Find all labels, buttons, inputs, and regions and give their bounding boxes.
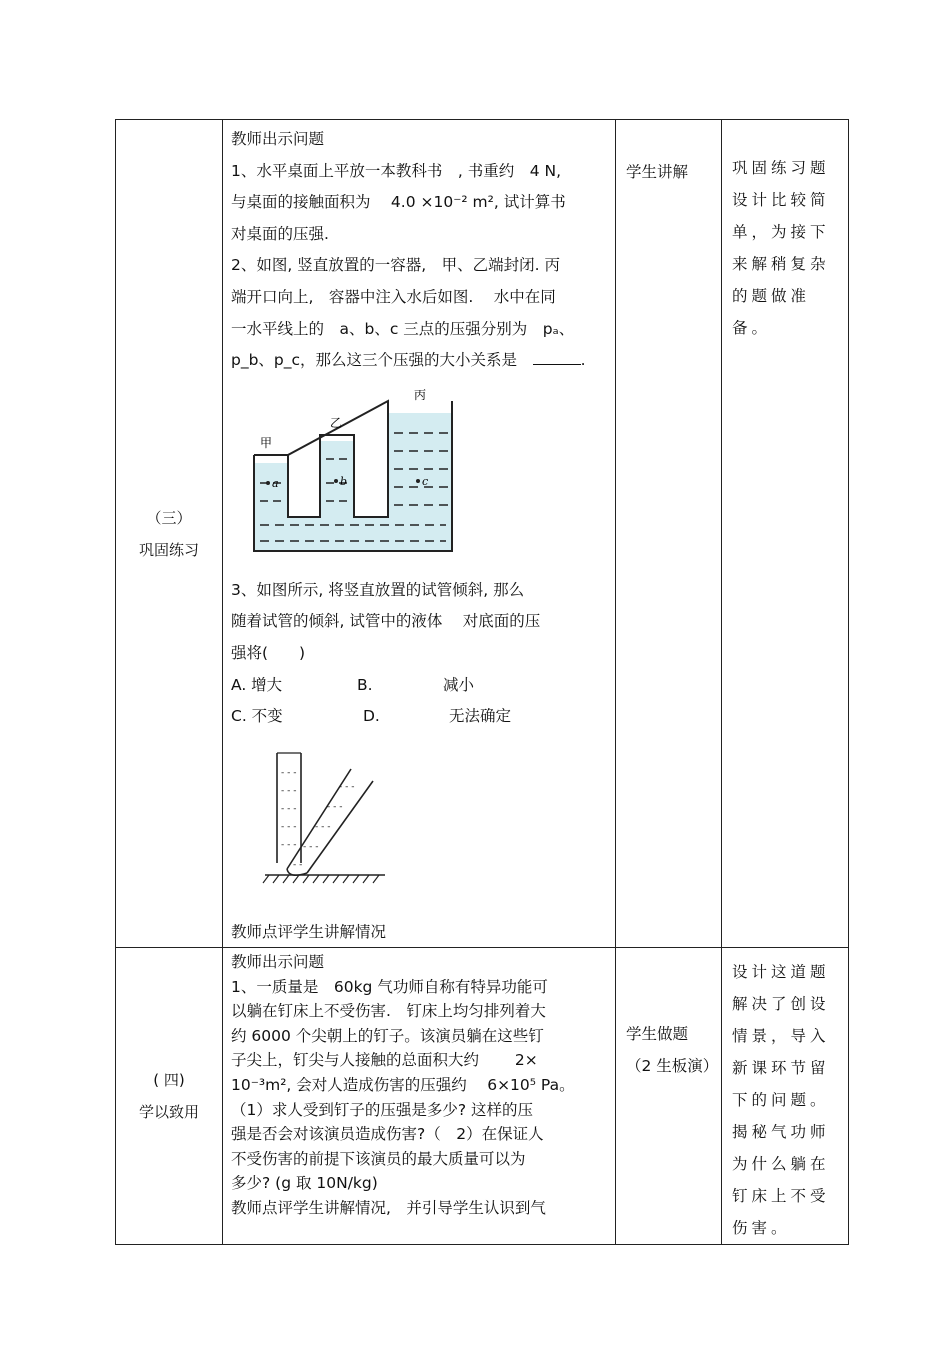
label-c: c (422, 474, 429, 488)
content-line: 随着试管的倾斜, 试管中的液体 对底面的压 (231, 612, 541, 631)
content-line: 一水平线上的 a、b、c 三点的压强分别为 pₐ、 (231, 319, 575, 338)
stage-number: ( 四) (153, 1071, 185, 1089)
option-b-letter: B. (357, 675, 373, 694)
label-jia: 甲 (260, 435, 273, 450)
content-line: 与桌面的接触面积为 4.0 ×10⁻² m², 试计算书 (231, 193, 566, 212)
content-line: 教师出示问题 (231, 953, 325, 971)
content-line (231, 345, 607, 377)
stage-name: 巩固练习 (138, 540, 199, 559)
label-bing: 丙 (414, 387, 427, 402)
content-cell (223, 948, 616, 1245)
stage-cell (116, 948, 223, 1245)
content-line: 10⁻³m², 会对人造成伤害的压强约 6×10⁵ Pa。 (231, 1075, 575, 1094)
content-line: 教师点评学生讲解情况, 并引导学生认识到气 (231, 1198, 546, 1217)
content-line: 2、如图, 竖直放置的一容器, 甲、乙端封闭. 丙 (231, 256, 560, 275)
svg-text:- - -: - - - (281, 803, 297, 814)
label-a: a (272, 476, 279, 490)
stage-name: 学以致用 (138, 1103, 199, 1121)
closing-line: 教师点评学生讲解情况 (231, 923, 387, 942)
stage-cell (116, 120, 223, 948)
tilted-tube (287, 769, 373, 873)
content-cell (223, 120, 616, 948)
content-line: 约 6000 个尖朝上的钉子。该演员躺在这些钉 (231, 1026, 544, 1045)
option-a: A. 增大 (231, 675, 283, 694)
test-tube-figure (255, 745, 395, 885)
content-line: 强将( ) (231, 643, 306, 662)
activity-cell: 学生讲解 (616, 120, 722, 948)
content-line: 以躺在钉床上不受伤害. 钉床上均匀排列着大 (231, 1002, 546, 1021)
stage-number: （三） (146, 508, 192, 527)
label-b: b (340, 474, 348, 488)
svg-text:- - -: - - - (303, 841, 319, 852)
answer-blank (533, 350, 581, 365)
content-line-text: p_b、p_c，那么这三个压强的大小关系是 (231, 351, 518, 370)
content-line: 1、水平桌面上平放一本教科书 , 书重约 4 N, (231, 161, 562, 180)
option-row (231, 701, 607, 733)
content-line: 强是否会对该演员造成伤害?（ 2）在保证人 (231, 1125, 544, 1144)
content-line: 教师出示问题 (231, 130, 325, 148)
content-line: 多少? (g 取 10N/kg) (231, 1174, 378, 1193)
svg-text:- - -: - - - (281, 821, 297, 832)
option-d-letter: D. (363, 707, 380, 726)
activity-cell: 学生做题（2 生板演） (616, 948, 722, 1245)
lesson-plan-table (115, 119, 849, 1245)
content-line: 对桌面的压强. (231, 224, 329, 243)
purpose-cell: 设计这道题解决了创设情景，导入新课环节留下的问题。揭秘气功师为什么躺在钉床上不受伤害。 (722, 948, 849, 1245)
content-line: 端开口向上, 容器中注入水后如图. 水中在同 (231, 287, 556, 306)
period: . (580, 351, 586, 370)
svg-text:- - -: - - - (281, 839, 297, 850)
svg-text:- - -: - - - (281, 767, 297, 778)
svg-text:- - -: - - - (315, 821, 331, 832)
option-d: 无法确定 (449, 707, 512, 726)
table-row (116, 120, 849, 948)
svg-text:- - -: - - - (327, 801, 343, 812)
purpose-cell: 巩固练习题设计比较简单，为接下来解稍复杂的题做准备。 (722, 120, 849, 948)
svg-text:- - -: - - - (339, 781, 355, 792)
content-line: （1）求人受到钉子的压强是多少? 这样的压 (231, 1100, 534, 1119)
container-figure (246, 383, 462, 555)
content-line: 3、如图所示, 将竖直放置的试管倾斜, 那么 (231, 580, 525, 599)
svg-text:- - -: - - - (281, 785, 297, 796)
option-c: C. 不变 (231, 707, 283, 726)
content-line: 子尖上，钉尖与人接触的总面积大约 2× (231, 1051, 538, 1070)
label-yi: 乙 (330, 415, 343, 430)
ground-hatch (263, 875, 379, 883)
liquid-dots (281, 768, 354, 870)
content-line: 1、一质量是 60kg 气功师自称有特异功能可 (231, 977, 548, 996)
svg-text:- -: - - (293, 859, 303, 870)
content-line: 不受伤害的前提下该演员的最大质量可以为 (231, 1149, 526, 1168)
option-b: 减小 (443, 675, 475, 694)
table-row (116, 948, 849, 1245)
option-row (231, 670, 607, 702)
